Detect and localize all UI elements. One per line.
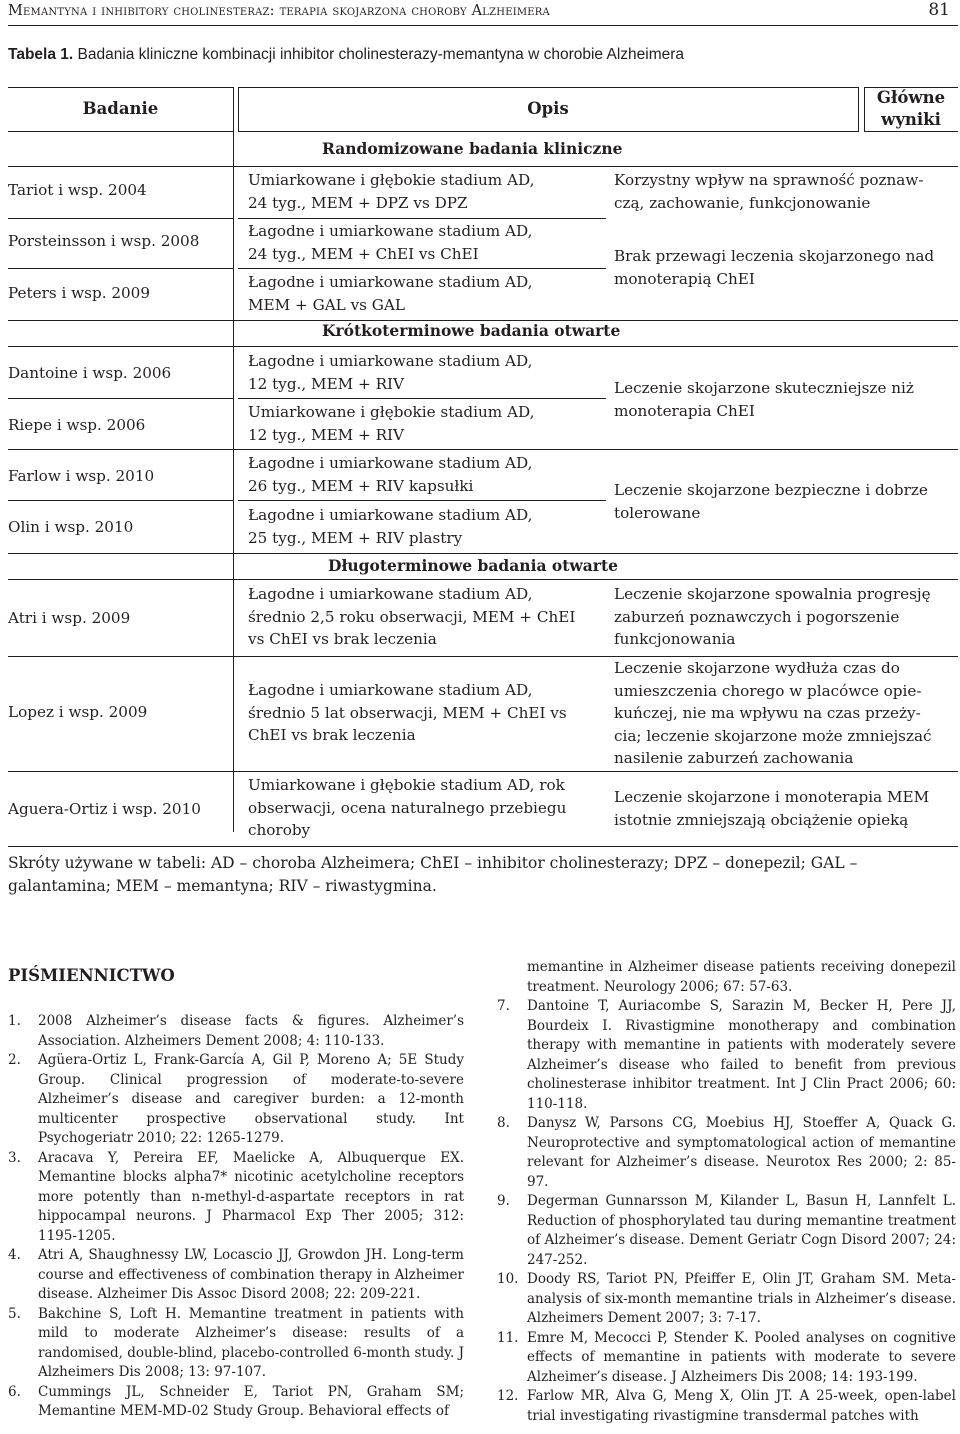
result-text: Leczenie skojarzone i monoterapia MEM istotnie zmniejszają obciążenie opieką [614, 788, 930, 829]
table-rule [8, 449, 958, 450]
result-text: Brak przewagi leczenia skojarzonego nad monoterapią ChEI [614, 247, 935, 288]
table-rule [8, 268, 233, 269]
study-description: Umiarkowane i głębokie stadium AD, rok obserwacji, ocena naturalnego przebiegu choroby [248, 776, 567, 839]
references-right-column [497, 958, 956, 1426]
running-title: Memantyna i inhibitory cholinesteraz: terapia skojarzona choroby Alzheimera [8, 3, 550, 19]
study-description: Łagodne i umiarkowane stadium AD, 12 tyg., MEM + RIV [248, 352, 533, 393]
reference-item: 8. Danysz W, Parsons CG, Moebius HJ, Stoeffer A, Quack G. Neuroprotective and symptomatological action of memantine relevant for Alzheimer’s disease. Neurotox Res 2000; 2: 85-97. [497, 1115, 956, 1190]
reference-item: 5. Bakchine S, Loft H. Memantine treatment in patients with mild to moderate Alzheimer’s disease: results of a randomised, double-blind, placebo-controlled 6-month study. J Alzheimers Dis 2008; 13: 97-107. [8, 1305, 464, 1380]
column-header-description: Opis [527, 99, 569, 118]
study-name: Farlow i wsp. 2010 [8, 467, 155, 485]
caption-label: Tabela 1. [8, 46, 74, 63]
study-name: Tariot i wsp. 2004 [8, 181, 147, 199]
reference-item: 3. Aracava Y, Pereira EF, Maelicke A, Albuquerque EX. Memantine blocks alpha7* nicotinic acetylcholine receptors more potently than n-methyl-d-aspartate receptors in rat hippocampal neurons. J Pharmacol Exp Ther 2005; 312: 1195-1205. [8, 1149, 464, 1244]
study-description: Łagodne i umiarkowane stadium AD, MEM + GAL vs GAL [248, 273, 533, 314]
table-rule [8, 346, 958, 347]
table-rule [8, 553, 958, 554]
section-long-open: Długoterminowe badania otwarte [328, 556, 618, 575]
study-name: Olin i wsp. 2010 [8, 518, 134, 536]
section-randomized: Randomizowane badania kliniczne [322, 139, 623, 158]
result-text: Leczenie skojarzone wydłuża czas do umieszczenia chorego w placówce opie- kuńczej, nie ma wpływu na czas przeży- cia; leczenie skojarzone może zmniejszać nasilenie zaburzeń zachowania [614, 659, 932, 767]
table-rule [238, 87, 858, 88]
table-rule [8, 218, 233, 219]
study-name: Aguera-Ortiz i wsp. 2010 [8, 800, 201, 818]
reference-item: 1. 2008 Alzheimer’s disease facts & figures. Alzheimer’s Association. Alzheimers Dement 2008; 4: 110-133. [8, 1013, 464, 1049]
table-rule [238, 218, 606, 219]
table-rule [864, 131, 958, 132]
section-short-open: Krótkoterminowe badania otwarte [322, 321, 621, 340]
reference-item: 12. Farlow MR, Alva G, Meng X, Olin JT. A 25-week, open-label trial investigating rivastigmine transdermal patches with [497, 1388, 956, 1424]
page-number: 81 [928, 0, 950, 20]
result-text: Leczenie skojarzone spowalnia progresję zaburzeń poznawczych i pogorszenie funkcjonowania [614, 585, 931, 648]
study-description: Umiarkowane i głębokie stadium AD, 24 tyg., MEM + DPZ vs DPZ [248, 171, 535, 212]
reference-item: 6. Cummings JL, Schneider E, Tariot PN, Graham SM; Memantine MEM-MD-02 Study Group. Behavioral effects of [8, 1383, 464, 1419]
result-text: Korzystny wpływ na sprawność poznaw- czą, zachowanie, funkcjonowanie [614, 171, 924, 212]
table-rule [8, 500, 233, 501]
table-abbreviations: Skróty używane w tabeli: AD – choroba Alzheimera; ChEI – inhibitor cholinesterazy; DPZ – donepezil; GAL – galantamina; MEM – memantyna; RIV – riwastygmina. [8, 854, 858, 895]
study-name: Lopez i wsp. 2009 [8, 703, 148, 721]
table-rule [238, 131, 858, 132]
reference-item: 10. Doody RS, Tariot PN, Pfeiffer E, Olin JT, Graham SM. Meta-analysis of six-month memantine trials in Alzheimer’s disease. Alzheimers Dement 2007; 3: 7-17. [497, 1271, 956, 1326]
table-rule [8, 131, 233, 132]
study-name: Peters i wsp. 2009 [8, 284, 151, 302]
header-rule [8, 25, 958, 26]
study-description: Łagodne i umiarkowane stadium AD, 24 tyg., MEM + ChEI vs ChEI [248, 222, 533, 263]
column-header-results: Główne wyniki [876, 88, 946, 129]
study-description: Łagodne i umiarkowane stadium AD, średnio 5 lat obserwacji, MEM + ChEI vs ChEI vs brak leczenia [248, 681, 567, 744]
table-rule [238, 500, 606, 501]
reference-item: 2. Agüera-Ortiz L, Frank-García A, Gil P, Moreno A; 5E Study Group. Clinical progression of moderate-to-severe Alzheimer’s disease and caregiver burden: a 12-month multicenter prospective observational study. Int Psychogeriatr 2010; 22: 1265-1279. [8, 1052, 464, 1146]
caption-text: Badania kliniczne kombinacji inhibitor cholinesterazy-memantyna w chorobie Alzheimera [73, 46, 685, 63]
study-name: Porsteinsson i wsp. 2008 [8, 232, 200, 250]
table-rule [8, 398, 233, 399]
study-name: Atri i wsp. 2009 [8, 609, 131, 627]
study-description: Łagodne i umiarkowane stadium AD, średnio 2,5 roku obserwacji, MEM + ChEI vs ChEI vs brak leczenia [248, 585, 576, 648]
table-rule [8, 579, 958, 580]
table-rule [8, 87, 233, 88]
study-description: Łagodne i umiarkowane stadium AD, 26 tyg., MEM + RIV kapsułki [248, 454, 533, 495]
table-rule [238, 398, 606, 399]
reference-continuation: memantine in Alzheimer disease patients receiving donepezil treatment. Neurology 2006; 67: 57-63. [527, 959, 956, 995]
study-description: Umiarkowane i głębokie stadium AD, 12 tyg., MEM + RIV [248, 403, 535, 444]
study-description: Łagodne i umiarkowane stadium AD, 25 tyg., MEM + RIV plastry [248, 506, 533, 547]
reference-item: 7. Dantoine T, Auriacombe S, Sarazin M, Becker H, Pere JJ, Bourdeix I. Rivastigmine monotherapy and combination therapy with memantine in patients with moderately severe Alzheimer’s disease who failed to benefit from previous cholinesterase inhibitor treatment. Int J Clin Pract 2006; 60: 110-118. [497, 998, 956, 1112]
result-text: Leczenie skojarzone bezpieczne i dobrze tolerowane [614, 481, 928, 522]
table-rule [8, 846, 958, 847]
study-name: Dantoine i wsp. 2006 [8, 364, 172, 382]
table-rule [233, 87, 234, 832]
study-name: Riepe i wsp. 2006 [8, 416, 146, 434]
reference-item: 4. Atri A, Shaughnessy LW, Locascio JJ, Growdon JH. Long-term course and effectiveness of combination therapy in Alzheimer disease. Alzheimer Dis Assoc Disord 2008; 22: 209-221. [8, 1247, 464, 1302]
references-title: PIŚMIENNICTWO [8, 966, 175, 985]
table-rule [8, 771, 958, 772]
table-rule [8, 166, 958, 167]
table-rule [238, 268, 606, 269]
result-text: Leczenie skojarzone skuteczniejsze niż monoterapia ChEI [614, 379, 914, 420]
reference-item: 11. Emre M, Mecocci P, Stender K. Pooled analyses on cognitive effects of memantine in patients with moderate to severe Alzheimer’s disease. J Alzheimers Dis 2008; 14: 193-199. [497, 1329, 956, 1385]
table-caption [8, 46, 684, 64]
reference-item: 9. Degerman Gunnarsson M, Kilander L, Basun H, Lannfelt L. Reduction of phosphorylated tau during memantine treatment of Alzheimer’s disease. Dement Geriatr Cogn Disord 2007; 24: 247-252. [497, 1193, 956, 1268]
references-left-column [8, 1012, 464, 1422]
column-header-study: Badanie [82, 99, 159, 118]
table-rule [858, 87, 859, 132]
